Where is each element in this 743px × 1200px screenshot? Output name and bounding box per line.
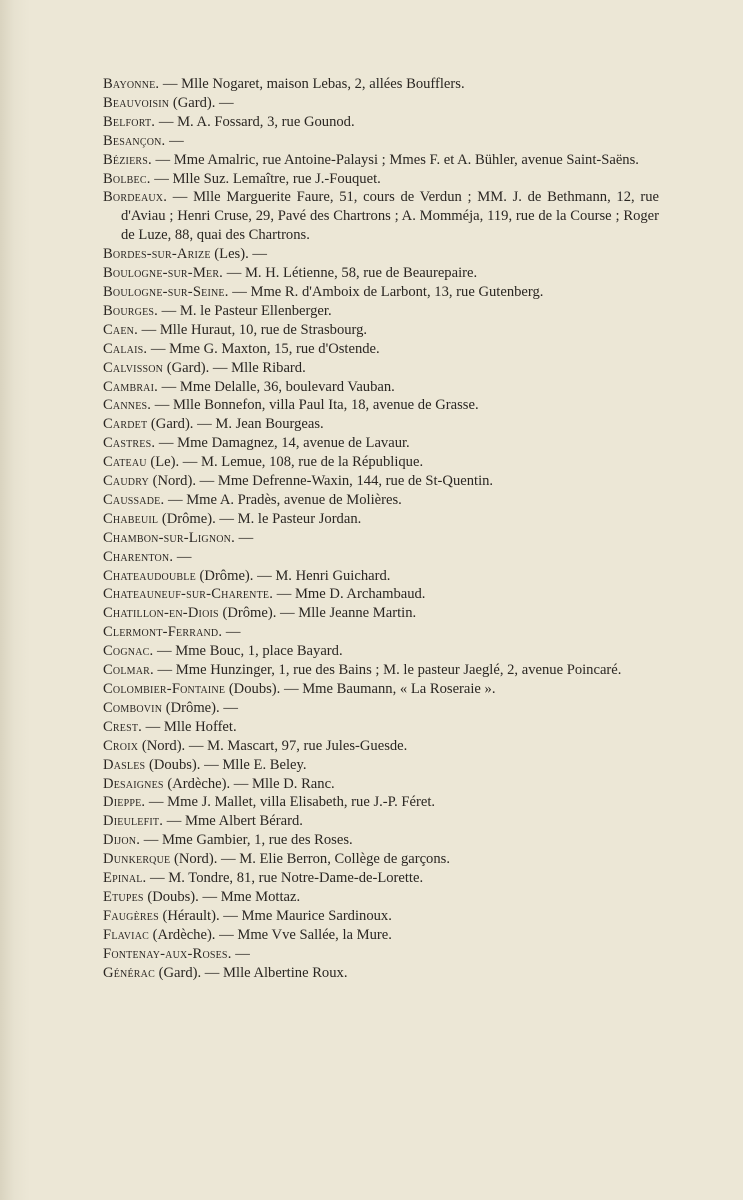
list-item: [103, 491, 659, 510]
place-name: Chambon-sur-Lignon.: [103, 529, 235, 546]
place-name: Flaviac: [103, 926, 150, 943]
list-item: [103, 75, 659, 94]
entry-text: (Ardèche). — Mme Vve Sallée, la Mure.: [149, 926, 392, 943]
place-name: Caudry: [103, 473, 149, 490]
place-name: Beauvoisin: [103, 94, 170, 111]
list-item: [103, 415, 659, 434]
place-name: Cognac.: [103, 643, 154, 660]
entry-text: (Drôme). — Mlle Jeanne Martin.: [218, 605, 417, 622]
list-item: [103, 321, 659, 340]
place-name: Castres.: [103, 435, 156, 452]
list-item: [103, 850, 659, 869]
list-item: [103, 642, 659, 661]
place-name: Générac: [103, 964, 155, 981]
entry-text: — Mme Bouc, 1, place Bayard.: [153, 643, 343, 660]
place-name: Cambrai.: [103, 378, 158, 395]
entry-text: — Mme R. d'Amboix de Larbont, 13, rue Gutenberg.: [228, 283, 544, 300]
entry-text: — Mme Delalle, 36, boulevard Vauban.: [158, 378, 395, 395]
entry-text: — Mlle Suz. Lemaître, rue J.-Fouquet.: [150, 170, 381, 187]
place-name: Bourges.: [103, 302, 158, 319]
entry-text: (Nord). — M. Mascart, 97, rue Jules-Guesde.: [138, 737, 408, 754]
entry-text: — Mme Amalric, rue Antoine-Palaysi ; Mmes F. et A. Bühler, avenue Saint-Saëns.: [151, 151, 639, 168]
place-name: Colombier-Fontaine: [103, 681, 226, 697]
entry-text: — M. A. Fossard, 3, rue Gounod.: [155, 113, 355, 130]
place-name: Besançon.: [103, 132, 166, 149]
place-name: Croix: [103, 737, 139, 754]
entry-text: (Drôme). —: [162, 699, 238, 716]
list-item: [103, 434, 659, 453]
entry-text: (Ardèche). — Mlle D. Ranc.: [163, 775, 335, 792]
list-item: [103, 472, 659, 491]
place-name: Belfort.: [103, 113, 156, 130]
list-item: [103, 170, 659, 189]
place-name: Faugères: [103, 907, 159, 924]
entry-text: — Mme D. Archambaud.: [273, 586, 426, 603]
entry-text: (Drôme). — M. Henri Guichard.: [195, 567, 391, 584]
place-name: Chateaudouble: [103, 567, 196, 584]
list-item: [103, 567, 659, 586]
list-item: [103, 188, 659, 245]
list-item: [103, 604, 659, 623]
list-item: [103, 907, 659, 926]
place-name: Chatillon-en-Diois: [103, 605, 219, 622]
entry-text: —: [165, 132, 184, 149]
list-item: [103, 699, 659, 718]
entry-text: —: [222, 624, 241, 641]
place-name: Clermont-Ferrand.: [103, 624, 223, 641]
list-item: [103, 926, 659, 945]
place-name: Crest.: [103, 718, 143, 735]
entry-text: — Mlle Bonnefon, villa Paul Ita, 18, avenue de Grasse.: [151, 397, 479, 414]
place-name: Combovin: [103, 699, 163, 716]
place-name: Calvisson: [103, 359, 164, 376]
entry-text: (Nord). — M. Elie Berron, Collège de garçons.: [170, 851, 450, 868]
list-item: [103, 793, 659, 812]
place-name: Etupes: [103, 888, 144, 905]
entry-text: —: [234, 529, 254, 546]
place-name: Dieulefit.: [103, 813, 164, 830]
place-name: Cannes.: [103, 397, 152, 414]
list-item: [103, 359, 659, 378]
list-item: [103, 888, 659, 907]
place-name: Caussade.: [103, 491, 165, 508]
list-item: [103, 756, 659, 775]
list-item: [103, 245, 659, 264]
place-name: Epinal.: [103, 870, 147, 887]
entry-text: (Drôme). — M. le Pasteur Jordan.: [158, 510, 362, 527]
list-item: [103, 680, 659, 699]
entry-text: — Mme Hunzinger, 1, rue des Bains ; M. le pasteur Jaeglé, 2, avenue Poincaré.: [153, 662, 622, 679]
list-item: [103, 585, 659, 604]
list-item: [103, 340, 659, 359]
list-item: [103, 510, 659, 529]
place-name: Dieppe.: [103, 794, 146, 811]
place-name: Bayonne.: [103, 76, 160, 92]
place-name: Dijon.: [103, 832, 141, 849]
place-name: Colmar.: [103, 662, 154, 679]
place-name: Chabeuil: [103, 510, 159, 527]
list-item: [103, 869, 659, 888]
list-item: [103, 396, 659, 415]
place-name: Bordes-sur-Arize: [103, 246, 211, 263]
place-name: Boulogne-sur-Mer.: [103, 265, 224, 282]
entry-text: — M. Tondre, 81, rue Notre-Dame-de-Lorette.: [146, 870, 424, 887]
entry-text: — M. le Pasteur Ellenberger.: [158, 302, 332, 319]
entry-text: (Le). — M. Lemue, 108, rue de la République.: [146, 454, 424, 471]
list-item: [103, 283, 659, 302]
list-item: [103, 812, 659, 831]
entry-text: (Gard). —: [169, 94, 234, 111]
entry-text: — Mlle Nogaret, maison Lebas, 2, allées Boufflers.: [159, 76, 465, 92]
place-name: Caen.: [103, 321, 138, 338]
entry-text: — Mme G. Maxton, 15, rue d'Ostende.: [147, 340, 380, 357]
place-name: Bolbec.: [103, 170, 151, 187]
list-item: [103, 132, 659, 151]
place-name: Cardet: [103, 416, 148, 433]
entry-text: (Gard). — M. Jean Bourgeas.: [147, 416, 324, 433]
entry-text: — M. H. Létienne, 58, rue de Beaurepaire.: [223, 265, 478, 282]
place-name: Fontenay-aux-Roses.: [103, 945, 232, 962]
place-name: Béziers.: [103, 151, 152, 168]
place-name: Bordeaux.: [103, 189, 168, 206]
list-item: [103, 94, 659, 113]
entry-text: —: [173, 548, 192, 565]
entry-text: — Mme J. Mallet, villa Elisabeth, rue J.-P. Féret.: [145, 794, 436, 811]
place-name: Calais.: [103, 340, 148, 357]
entry-text: — Mlle Huraut, 10, rue de Strasbourg.: [137, 321, 368, 338]
list-item: [103, 453, 659, 472]
place-name: Chateauneuf-sur-Charente.: [103, 586, 274, 603]
list-item: [103, 302, 659, 321]
place-name: Cateau: [103, 454, 147, 471]
list-item: [103, 151, 659, 170]
address-list: [103, 75, 659, 983]
list-item: [103, 264, 659, 283]
entry-text: —: [231, 945, 250, 962]
place-name: Dunkerque: [103, 851, 171, 868]
entry-text: — Mme A. Pradès, avenue de Molières.: [164, 491, 402, 508]
list-item: [103, 529, 659, 548]
place-name: Desaignes: [103, 775, 164, 792]
place-name: Dasles: [103, 756, 146, 773]
entry-text: (Doubs). — Mme Baumann, « La Roseraie ».: [225, 681, 496, 697]
entry-text: (Doubs). — Mme Mottaz.: [143, 888, 301, 905]
list-item: [103, 737, 659, 756]
list-item: [103, 831, 659, 850]
entry-text: (Doubs). — Mlle E. Beley.: [145, 756, 307, 773]
list-item: [103, 378, 659, 397]
entry-text: (Hérault). — Mme Maurice Sardinoux.: [158, 907, 392, 924]
entry-text: — Mlle Marguerite Faure, 51, cours de Verdun ; MM. J. de Bethmann, 12, rue d'Aviau ; Henri Cruse, 29, Pavé des Chartrons ; A. Momméja, 119, rue de la Course ; Roger de Luze, 88, quai des Chartrons.: [121, 189, 659, 244]
entry-text: (Gard). — Mlle Albertine Roux.: [154, 964, 348, 981]
list-item: [103, 113, 659, 132]
list-item: [103, 661, 659, 680]
entry-text: — Mme Damagnez, 14, avenue de Lavaur.: [155, 435, 410, 452]
place-name: Charenton.: [103, 548, 174, 565]
list-item: [103, 718, 659, 737]
entry-text: — Mlle Hoffet.: [142, 718, 237, 735]
entry-text: (Gard). — Mlle Ribard.: [163, 359, 306, 376]
list-item: [103, 964, 659, 983]
entry-text: (Les). —: [210, 246, 267, 263]
list-item: [103, 775, 659, 794]
entry-text: — Mme Albert Bérard.: [163, 813, 303, 830]
list-item: [103, 623, 659, 642]
entry-text: — Mme Gambier, 1, rue des Roses.: [140, 832, 353, 849]
entry-text: (Nord). — Mme Defrenne-Waxin, 144, rue de St-Quentin.: [148, 473, 494, 490]
list-item: [103, 548, 659, 567]
place-name: Boulogne-sur-Seine.: [103, 283, 229, 300]
list-item: [103, 945, 659, 964]
